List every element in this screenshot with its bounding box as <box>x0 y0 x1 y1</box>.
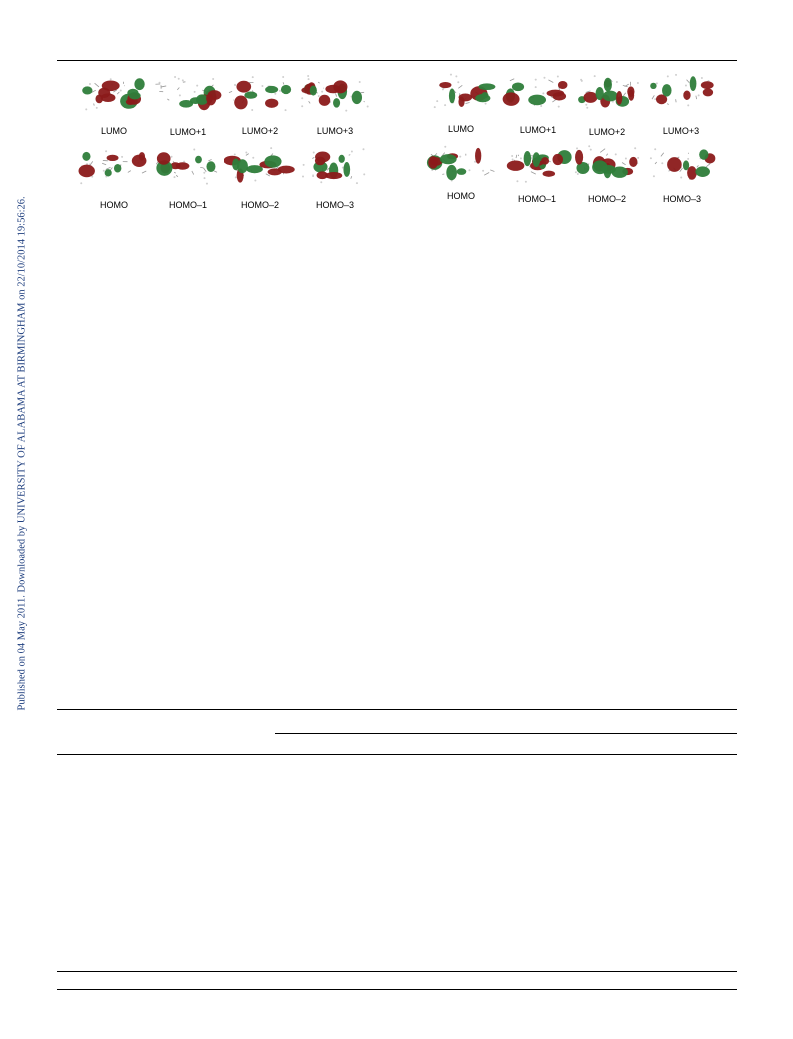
orbital-homo-minus-1 <box>501 144 573 202</box>
orbital-lumo-plus-2 <box>571 72 643 137</box>
orbital-label: LUMO+3 <box>316 126 354 136</box>
orbital-image <box>78 146 150 186</box>
orbital-image <box>152 146 224 186</box>
orbital-image <box>78 74 150 114</box>
orbital-homo-minus-2 <box>224 146 296 210</box>
orbital-homo <box>78 146 150 210</box>
table-top-rule <box>57 709 737 710</box>
orbital-lumo <box>425 72 497 134</box>
orbital-homo-minus-3 <box>299 146 371 210</box>
orbital-homo-minus-3 <box>646 144 718 202</box>
top-rule <box>57 60 737 61</box>
footer-rule <box>57 989 737 990</box>
orbital-label: LUMO+1 <box>519 125 557 135</box>
orbital-label: LUMO+2 <box>241 126 279 136</box>
orbital-lumo-plus-1 <box>502 72 574 135</box>
table-header-rule <box>57 754 737 755</box>
orbital-figure-left <box>78 74 378 214</box>
orbital-label: HOMO <box>100 200 128 210</box>
orbital-lumo-plus-1 <box>152 74 224 137</box>
orbital-homo-minus-2 <box>571 144 643 202</box>
table-header-subrule <box>275 733 737 734</box>
orbital-image <box>645 72 717 112</box>
orbital-homo <box>425 144 497 202</box>
orbital-image <box>425 144 497 184</box>
orbital-image <box>299 146 371 186</box>
orbital-lumo <box>78 74 150 136</box>
orbital-image <box>224 74 296 114</box>
orbital-lumo-plus-3 <box>299 74 371 136</box>
orbital-image <box>299 74 371 114</box>
orbital-image <box>646 144 718 184</box>
orbital-image <box>502 72 574 112</box>
orbital-image <box>425 72 497 112</box>
orbital-image <box>571 144 643 184</box>
orbital-label: LUMO+3 <box>662 126 700 136</box>
orbital-lumo-plus-2 <box>224 74 296 136</box>
orbital-label: HOMO–1 <box>517 194 556 204</box>
orbital-lumo-plus-3 <box>645 72 717 136</box>
orbital-image <box>501 144 573 184</box>
orbital-label: LUMO+2 <box>588 127 626 137</box>
table-bottom-rule <box>57 971 737 972</box>
orbital-label: HOMO–3 <box>315 200 354 210</box>
orbital-image <box>152 74 224 114</box>
watermark-text: Published on 04 May 2011. Downloaded by UNIVERSITY OF ALABAMA AT BIRMINGHAM on 22/10/2014 19:56:26. <box>16 196 28 711</box>
orbital-label: LUMO <box>100 126 127 136</box>
orbital-label: HOMO–2 <box>587 194 626 204</box>
orbital-label: HOMO–1 <box>168 200 207 210</box>
download-watermark <box>2 0 28 1039</box>
orbital-image <box>224 146 296 186</box>
orbital-image <box>571 72 643 112</box>
orbital-homo-minus-1 <box>152 146 224 210</box>
orbital-label: HOMO–3 <box>662 194 701 204</box>
orbital-label: LUMO+1 <box>169 127 207 137</box>
orbital-label: LUMO <box>447 124 474 134</box>
orbital-label: HOMO–2 <box>240 200 279 210</box>
orbital-figure-right <box>425 72 725 212</box>
orbital-label: HOMO <box>447 191 475 201</box>
